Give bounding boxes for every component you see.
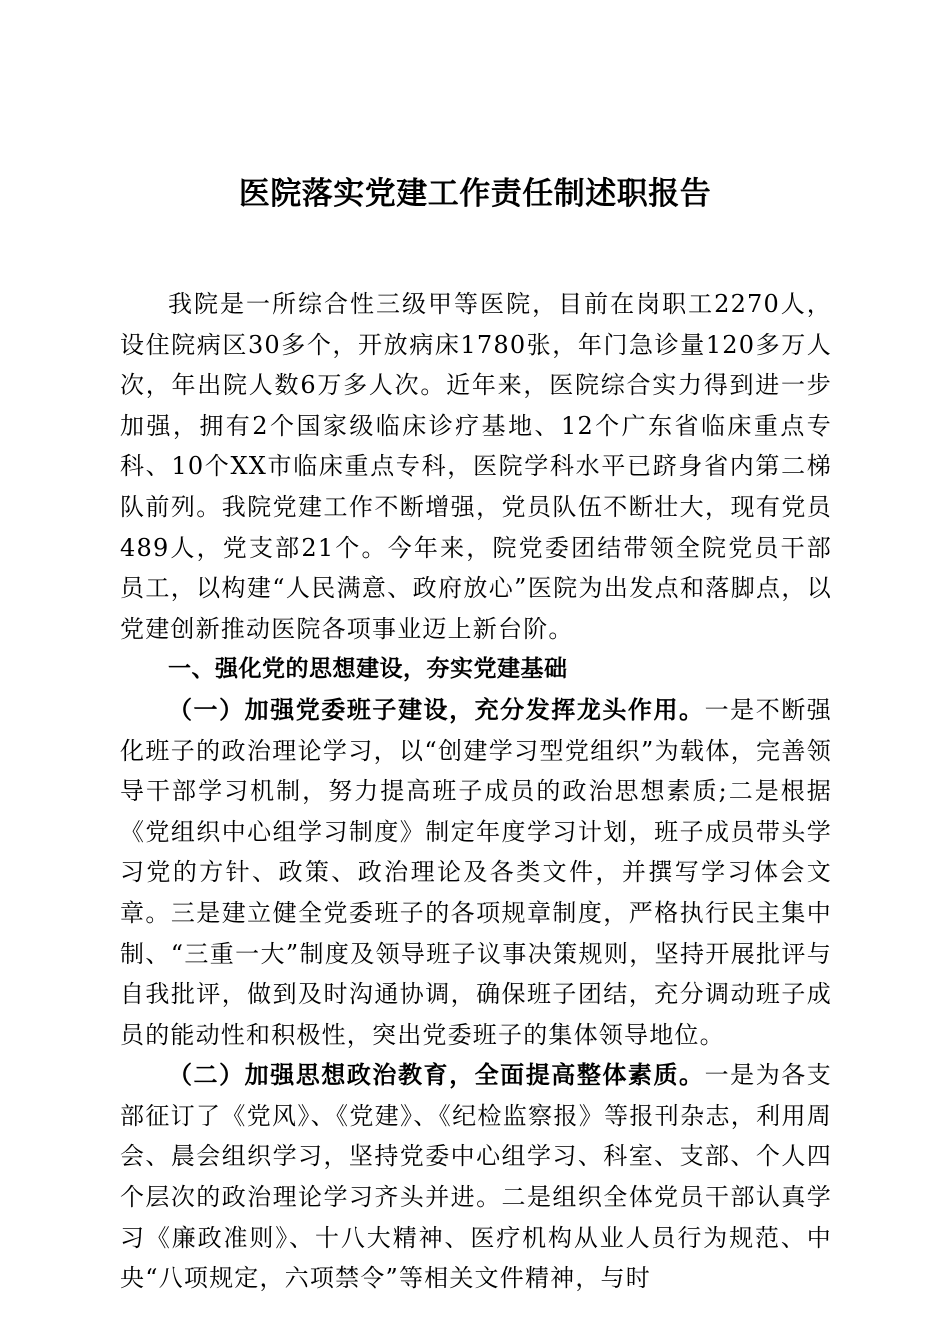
section-heading-1: 一、强化党的思想建设，夯实党建基础	[168, 656, 568, 683]
intro-paragraph: 我院是一所综合性三级甲等医院，目前在岗职工2270人，设住院病区30多个，开放病床1780张，年门急诊量120多万人次，年出院人数6万多人次。近年来，医院综合实力得到进一步加强，拥有2个国家级临床诊疗基地、12个广东省临床重点专科、10个XX市临床重点专科，医院学科水平已跻身省内第二梯队前列。我院党建工作不断增强，党员队伍不断壮大，现有党员489人，党支部21个。今年来，院党委团结带领全院党员干部员工，以构建“人民满意、政府放心”医院为出发点和落脚点，以党建创新推动医院各项事业迈上新台阶。	[120, 290, 832, 643]
subsection-lead-2: （二）加强思想政治教育，全面提高整体素质。	[168, 1060, 705, 1090]
subsection-text-1: 一是不断强化班子的政治理论学习，以“创建学习型党组织”为载体，完善领导干部学习机制，努力提高班子成员的政治思想素质;二是根据《党组织中心组学习制度》制定年度学习计划，班子成员带头学习党的方针、政策、政治理论及各类文件，并撰写学习体会文章。三是建立健全党委班子的各项规章制度，严格执行民主集中制、“三重一大”制度及领导班子议事决策规则，坚持开展批评与自我批评，做到及时沟通协调，确保班子团结，充分调动班子成员的能动性和积极性，突出党委班子的集体领导地位。	[120, 695, 833, 1049]
document-title: 医院落实党建工作责任制述职报告	[238, 176, 712, 212]
subsection-lead-1: （一）加强党委班子建设，充分发挥龙头作用。	[168, 694, 705, 724]
subsection-text-2: 一是为各支部征订了《党风》、《党建》、《纪检监察报》等报刊杂志，利用周会、晨会组织学习，坚持党委中心组学习、科室、支部、个人四个层次的政治理论学习齐头并进。二是组织全体党员干部认真学习《廉政准则》、十八大精神、医疗机构从业人员行为规范、中央“八项规定，六项禁令”等相关文件精神，与时	[120, 1061, 833, 1293]
document-body	[120, 284, 832, 1299]
subsection-paragraph-1	[120, 690, 832, 1055]
subsection-paragraph-2	[120, 1055, 832, 1299]
